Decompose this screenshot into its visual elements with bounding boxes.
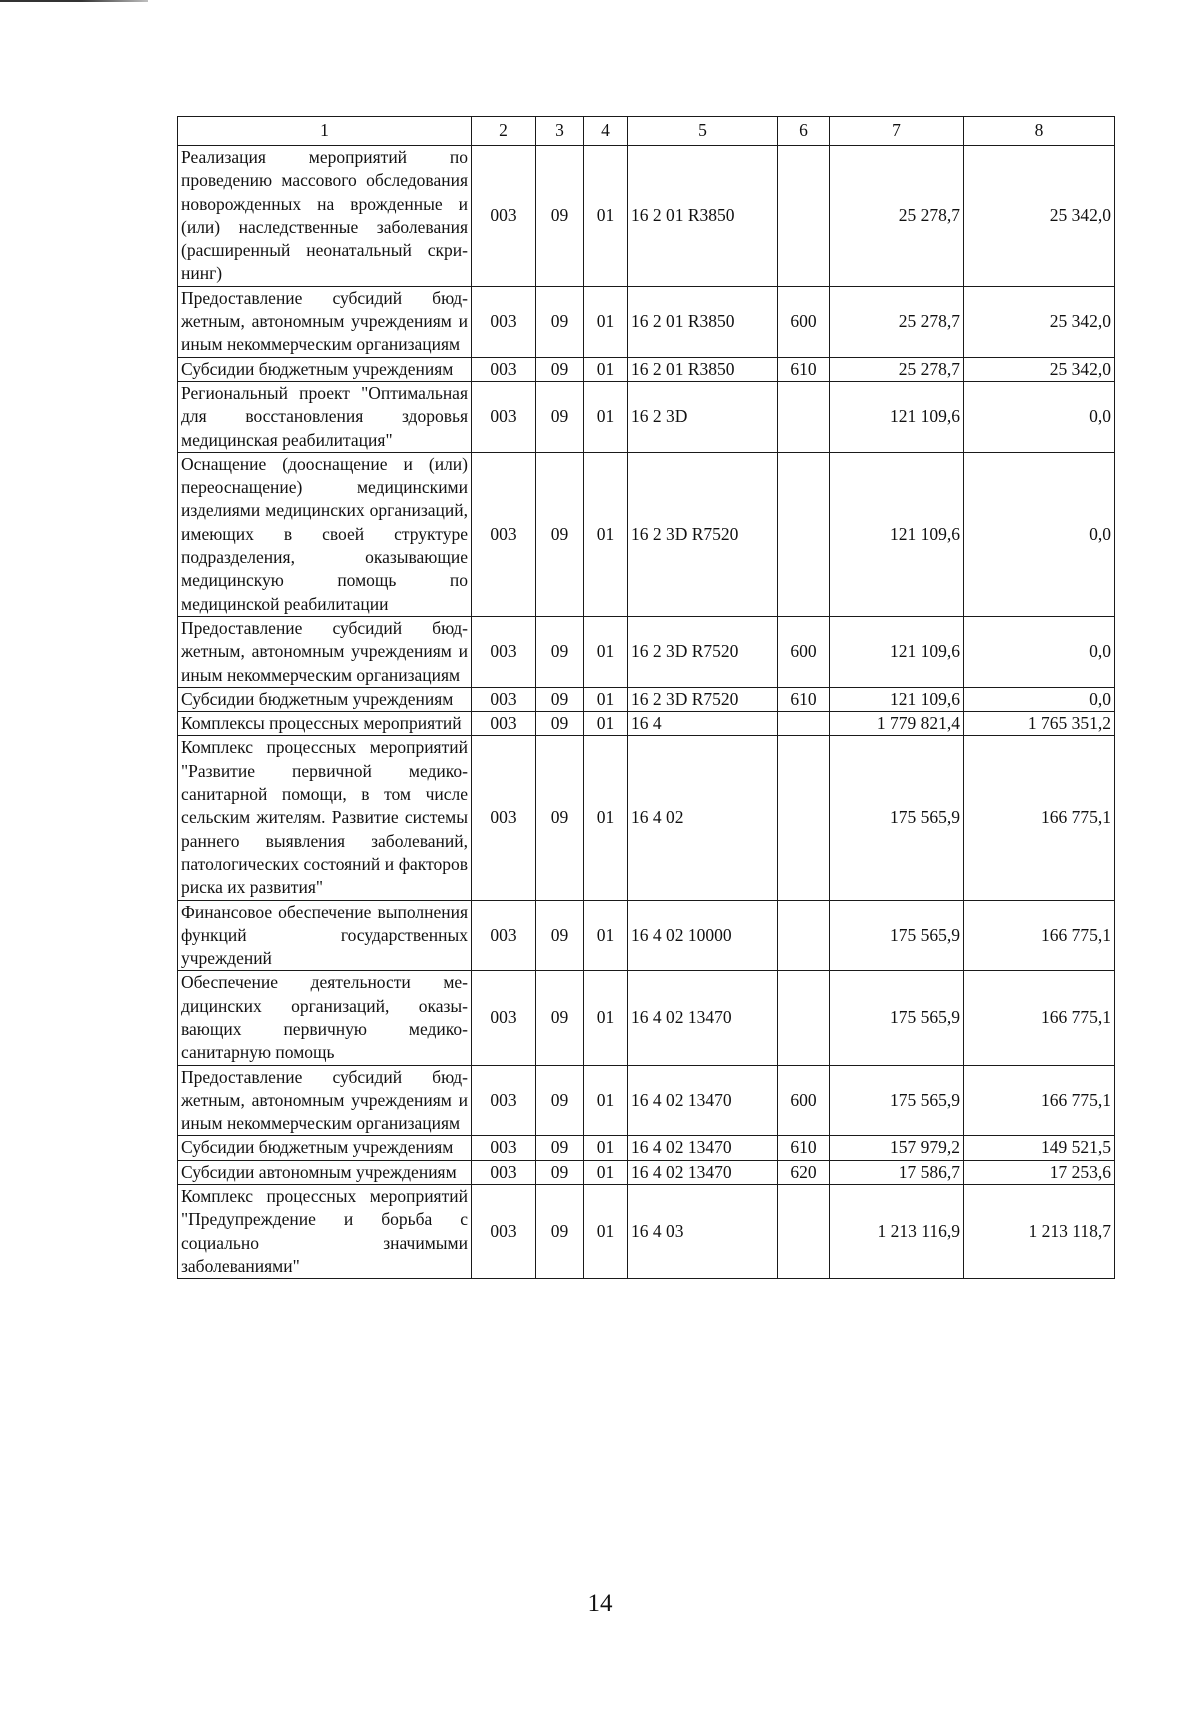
cell-subsection: 01 bbox=[584, 357, 628, 381]
cell-admin-code: 003 bbox=[472, 286, 536, 357]
cell-amount-year2: 25 342,0 bbox=[964, 146, 1115, 287]
cell-amount-year1: 157 979,2 bbox=[830, 1136, 964, 1160]
cell-subsection: 01 bbox=[584, 616, 628, 687]
table-body bbox=[178, 146, 1115, 1279]
cell-admin-code: 003 bbox=[472, 1136, 536, 1160]
cell-admin-code: 003 bbox=[472, 452, 536, 616]
cell-amount-year1: 1 213 116,9 bbox=[830, 1185, 964, 1279]
cell-admin-code: 003 bbox=[472, 1160, 536, 1184]
cell-name: Финансовое обеспечение выполнения функций государственных учреждений bbox=[178, 900, 472, 971]
cell-amount-year1: 175 565,9 bbox=[830, 971, 964, 1065]
table-row bbox=[178, 736, 1115, 900]
cell-amount-year1: 25 278,7 bbox=[830, 146, 964, 287]
cell-admin-code: 003 bbox=[472, 712, 536, 736]
table-row bbox=[178, 971, 1115, 1065]
table-row bbox=[178, 1065, 1115, 1136]
column-header: 6 bbox=[778, 117, 830, 146]
cell-target-article: 16 2 3D R7520 bbox=[628, 687, 778, 711]
cell-amount-year2: 0,0 bbox=[964, 687, 1115, 711]
table-row bbox=[178, 687, 1115, 711]
cell-target-article: 16 4 02 13470 bbox=[628, 971, 778, 1065]
cell-expense-type: 600 bbox=[778, 1065, 830, 1136]
table-row bbox=[178, 357, 1115, 381]
table-row bbox=[178, 1185, 1115, 1279]
cell-expense-type bbox=[778, 381, 830, 452]
cell-amount-year1: 1 779 821,4 bbox=[830, 712, 964, 736]
cell-expense-type: 610 bbox=[778, 357, 830, 381]
cell-target-article: 16 4 02 13470 bbox=[628, 1160, 778, 1184]
cell-target-article: 16 2 01 R3850 bbox=[628, 286, 778, 357]
cell-amount-year2: 1 765 351,2 bbox=[964, 712, 1115, 736]
column-header: 7 bbox=[830, 117, 964, 146]
cell-target-article: 16 4 03 bbox=[628, 1185, 778, 1279]
cell-admin-code: 003 bbox=[472, 381, 536, 452]
cell-section: 09 bbox=[536, 616, 584, 687]
cell-amount-year2: 25 342,0 bbox=[964, 357, 1115, 381]
cell-name: Комплексы процессных мероприятий bbox=[178, 712, 472, 736]
cell-amount-year2: 166 775,1 bbox=[964, 736, 1115, 900]
cell-section: 09 bbox=[536, 900, 584, 971]
cell-admin-code: 003 bbox=[472, 900, 536, 971]
table-row bbox=[178, 452, 1115, 616]
cell-target-article: 16 4 02 bbox=[628, 736, 778, 900]
cell-section: 09 bbox=[536, 286, 584, 357]
cell-amount-year2: 166 775,1 bbox=[964, 1065, 1115, 1136]
cell-subsection: 01 bbox=[584, 1185, 628, 1279]
cell-expense-type: 610 bbox=[778, 687, 830, 711]
cell-expense-type bbox=[778, 712, 830, 736]
cell-name: Предоставление субсидий бюджетным, автономным учреждениям и иным некоммерческим организациям bbox=[178, 616, 472, 687]
cell-section: 09 bbox=[536, 712, 584, 736]
cell-section: 09 bbox=[536, 357, 584, 381]
cell-section: 09 bbox=[536, 687, 584, 711]
cell-admin-code: 003 bbox=[472, 616, 536, 687]
cell-amount-year1: 121 109,6 bbox=[830, 452, 964, 616]
cell-expense-type: 610 bbox=[778, 1136, 830, 1160]
cell-admin-code: 003 bbox=[472, 357, 536, 381]
cell-admin-code: 003 bbox=[472, 146, 536, 287]
cell-expense-type bbox=[778, 1185, 830, 1279]
cell-target-article: 16 2 3D R7520 bbox=[628, 452, 778, 616]
cell-amount-year1: 17 586,7 bbox=[830, 1160, 964, 1184]
cell-amount-year2: 0,0 bbox=[964, 452, 1115, 616]
cell-section: 09 bbox=[536, 381, 584, 452]
cell-target-article: 16 4 02 13470 bbox=[628, 1136, 778, 1160]
table-row bbox=[178, 381, 1115, 452]
cell-admin-code: 003 bbox=[472, 1185, 536, 1279]
cell-subsection: 01 bbox=[584, 381, 628, 452]
cell-subsection: 01 bbox=[584, 1160, 628, 1184]
cell-admin-code: 003 bbox=[472, 971, 536, 1065]
table-row bbox=[178, 1160, 1115, 1184]
page-number: 14 bbox=[587, 1590, 613, 1617]
cell-name: Реализация мероприятий по проведению массового обследования новорожденных на врожденные и (или) наследственные заболевания (расширенный неонатальный скрининг) bbox=[178, 146, 472, 287]
cell-name: Субсидии бюджетным учреждениям bbox=[178, 687, 472, 711]
cell-expense-type: 620 bbox=[778, 1160, 830, 1184]
column-header: 1 bbox=[178, 117, 472, 146]
cell-section: 09 bbox=[536, 1136, 584, 1160]
cell-section: 09 bbox=[536, 1185, 584, 1279]
cell-subsection: 01 bbox=[584, 736, 628, 900]
cell-name: Субсидии бюджетным учреждениям bbox=[178, 357, 472, 381]
cell-name: Обеспечение деятельности медицинских организаций, оказывающих первичную медико-санитарную помощь bbox=[178, 971, 472, 1065]
column-header: 8 bbox=[964, 117, 1115, 146]
cell-subsection: 01 bbox=[584, 1065, 628, 1136]
table-row bbox=[178, 712, 1115, 736]
cell-admin-code: 003 bbox=[472, 1065, 536, 1136]
cell-name: Региональный проект "Оптимальная для восстановления здоровья медицинская реабилитация" bbox=[178, 381, 472, 452]
cell-amount-year1: 121 109,6 bbox=[830, 381, 964, 452]
cell-name: Комплекс процессных мероприятий "Развитие первичной медико-санитарной помощи, в том числе сельским жителям. Развитие системы раннего выявления заболеваний, патологических состояний и факторов риска их развития" bbox=[178, 736, 472, 900]
cell-amount-year1: 25 278,7 bbox=[830, 357, 964, 381]
table-row bbox=[178, 286, 1115, 357]
cell-admin-code: 003 bbox=[472, 687, 536, 711]
cell-amount-year1: 25 278,7 bbox=[830, 286, 964, 357]
cell-amount-year1: 175 565,9 bbox=[830, 900, 964, 971]
cell-amount-year1: 175 565,9 bbox=[830, 736, 964, 900]
cell-subsection: 01 bbox=[584, 1136, 628, 1160]
scan-artifact-line bbox=[0, 0, 148, 2]
cell-amount-year2: 166 775,1 bbox=[964, 971, 1115, 1065]
column-header: 4 bbox=[584, 117, 628, 146]
cell-target-article: 16 2 01 R3850 bbox=[628, 146, 778, 287]
cell-section: 09 bbox=[536, 971, 584, 1065]
cell-target-article: 16 4 02 10000 bbox=[628, 900, 778, 971]
cell-section: 09 bbox=[536, 736, 584, 900]
cell-amount-year1: 121 109,6 bbox=[830, 687, 964, 711]
cell-amount-year2: 0,0 bbox=[964, 616, 1115, 687]
cell-target-article: 16 2 3D R7520 bbox=[628, 616, 778, 687]
cell-expense-type: 600 bbox=[778, 286, 830, 357]
cell-name: Комплекс процессных мероприятий "Предупреждение и борьба с социально значимыми заболеваниями" bbox=[178, 1185, 472, 1279]
cell-amount-year2: 1 213 118,7 bbox=[964, 1185, 1115, 1279]
column-header: 2 bbox=[472, 117, 536, 146]
cell-name: Субсидии автономным учреждениям bbox=[178, 1160, 472, 1184]
cell-expense-type: 600 bbox=[778, 616, 830, 687]
budget-table bbox=[177, 116, 1115, 1279]
cell-amount-year2: 17 253,6 bbox=[964, 1160, 1115, 1184]
cell-subsection: 01 bbox=[584, 146, 628, 287]
cell-amount-year2: 25 342,0 bbox=[964, 286, 1115, 357]
table-row bbox=[178, 616, 1115, 687]
table-row bbox=[178, 1136, 1115, 1160]
cell-subsection: 01 bbox=[584, 687, 628, 711]
cell-amount-year2: 0,0 bbox=[964, 381, 1115, 452]
cell-section: 09 bbox=[536, 146, 584, 287]
cell-subsection: 01 bbox=[584, 712, 628, 736]
cell-admin-code: 003 bbox=[472, 736, 536, 900]
table-row bbox=[178, 900, 1115, 971]
column-header: 3 bbox=[536, 117, 584, 146]
table-row bbox=[178, 146, 1115, 287]
cell-amount-year1: 121 109,6 bbox=[830, 616, 964, 687]
cell-name: Предоставление субсидий бюджетным, автономным учреждениям и иным некоммерческим организациям bbox=[178, 1065, 472, 1136]
cell-expense-type bbox=[778, 452, 830, 616]
cell-amount-year1: 175 565,9 bbox=[830, 1065, 964, 1136]
cell-expense-type bbox=[778, 146, 830, 287]
cell-section: 09 bbox=[536, 1065, 584, 1136]
cell-name: Субсидии бюджетным учреждениям bbox=[178, 1136, 472, 1160]
column-header: 5 bbox=[628, 117, 778, 146]
cell-subsection: 01 bbox=[584, 452, 628, 616]
cell-name: Оснащение (дооснащение и (или) переоснащение) медицинскими изделиями медицинских организаций, имеющих в своей структуре подразделения, оказывающие медицинскую помощь по медицинской реабилитации bbox=[178, 452, 472, 616]
cell-subsection: 01 bbox=[584, 900, 628, 971]
cell-target-article: 16 2 01 R3850 bbox=[628, 357, 778, 381]
cell-target-article: 16 4 02 13470 bbox=[628, 1065, 778, 1136]
cell-expense-type bbox=[778, 736, 830, 900]
cell-target-article: 16 4 bbox=[628, 712, 778, 736]
cell-subsection: 01 bbox=[584, 971, 628, 1065]
cell-section: 09 bbox=[536, 1160, 584, 1184]
cell-amount-year2: 166 775,1 bbox=[964, 900, 1115, 971]
cell-amount-year2: 149 521,5 bbox=[964, 1136, 1115, 1160]
cell-subsection: 01 bbox=[584, 286, 628, 357]
cell-section: 09 bbox=[536, 452, 584, 616]
header-row bbox=[178, 117, 1115, 146]
cell-target-article: 16 2 3D bbox=[628, 381, 778, 452]
cell-name: Предоставление субсидий бюджетным, автономным учреждениям и иным некоммерческим организациям bbox=[178, 286, 472, 357]
cell-expense-type bbox=[778, 971, 830, 1065]
cell-expense-type bbox=[778, 900, 830, 971]
